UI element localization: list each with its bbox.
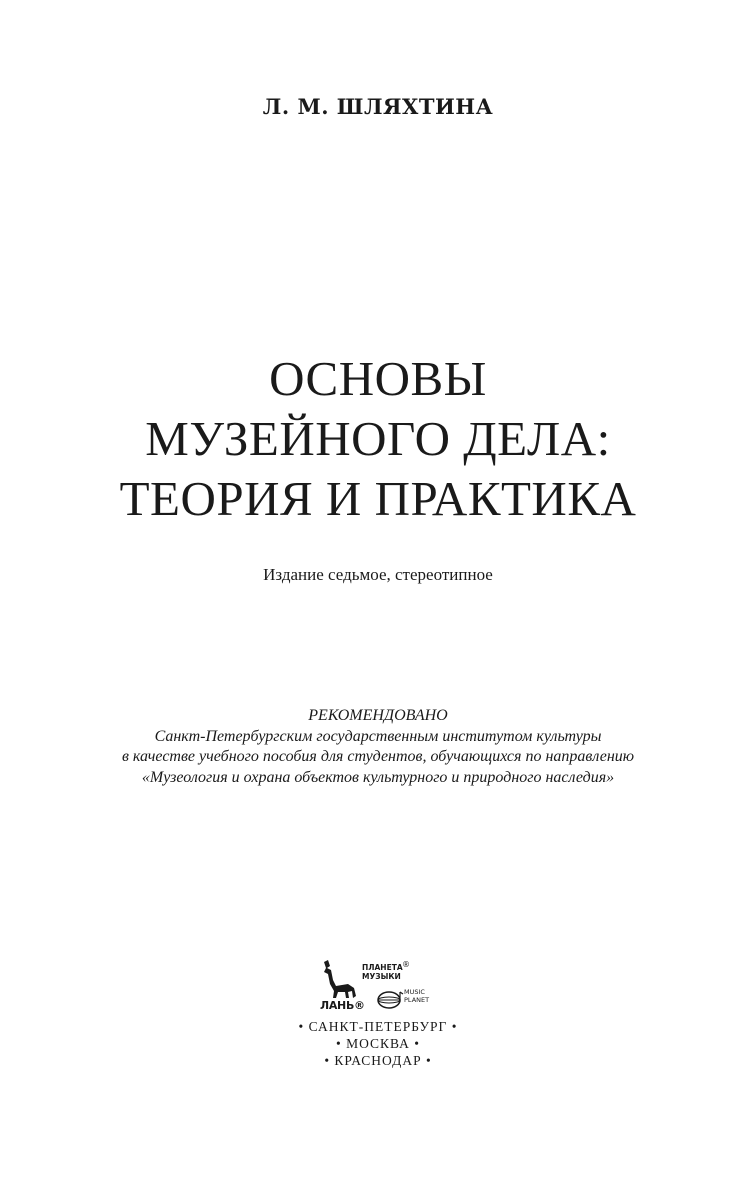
music-planet-text bbox=[404, 988, 429, 1004]
author-name: Л. М. ШЛЯХТИНА bbox=[262, 94, 494, 119]
recommendation-block bbox=[0, 706, 756, 788]
city-2: • МОСКВА • bbox=[335, 1036, 421, 1051]
publisher-cities bbox=[0, 1018, 756, 1069]
recommendation-line-1: Санкт-Петербургским государственным институтом культуры bbox=[154, 727, 602, 745]
recommendation-line-3: «Музеология и охрана объектов культурного и природного наследия» bbox=[141, 768, 615, 786]
title-line-3: ТЕОРИЯ И ПРАКТИКА bbox=[119, 471, 637, 526]
city-3: • КРАСНОДАР • bbox=[324, 1053, 432, 1068]
planeta-line-2: МУЗЫКИ bbox=[362, 972, 401, 981]
registered-mark: ® bbox=[402, 960, 410, 969]
title-line-1: ОСНОВЫ bbox=[269, 351, 487, 406]
music-globe-icon bbox=[374, 990, 404, 1010]
recommendation-line-2: в качестве учебного пособия для студентов, обучающихся по направлению bbox=[121, 748, 635, 765]
lan-logo-text: ЛАНЬ® bbox=[320, 999, 365, 1012]
publisher-block bbox=[0, 958, 756, 1069]
city-1: • САНКТ-ПЕТЕРБУРГ • bbox=[298, 1019, 458, 1034]
planeta-line-1: ПЛАНЕТА bbox=[362, 963, 403, 972]
recommendation-heading: РЕКОМЕНДОВАНО bbox=[308, 707, 448, 724]
planeta-muzyki-text bbox=[362, 963, 403, 981]
music-planet-line-2: PLANET bbox=[404, 996, 430, 1004]
title-line-2: МУЗЕЙНОГО ДЕЛА: bbox=[145, 411, 611, 466]
music-planet-line-1: MUSIC bbox=[404, 988, 425, 996]
book-title bbox=[0, 349, 756, 529]
edition-note: Издание седьмое, стереотипное bbox=[263, 565, 493, 584]
publisher-logos bbox=[318, 958, 438, 1016]
